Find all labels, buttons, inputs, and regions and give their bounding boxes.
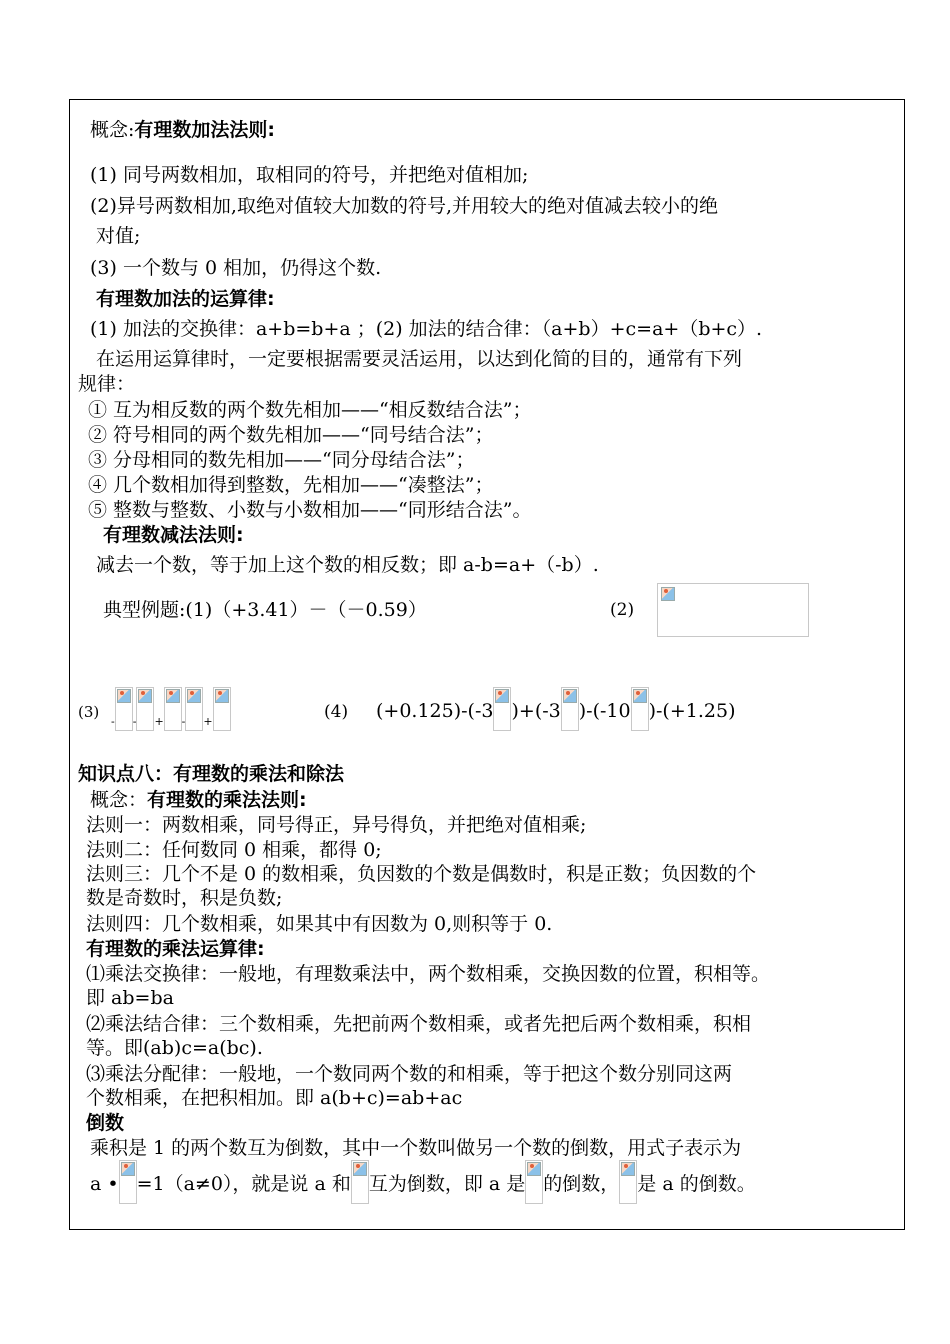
recip-part-5: 是 a 的倒数。: [637, 1173, 756, 1195]
reciprocal-title: 倒数: [86, 1112, 125, 1134]
mul-law-1: ⑴乘法交换律：一般地，有理数乘法中，两个数相乘，交换因数的位置，积相等。: [86, 963, 771, 985]
fraction-image-icon: [213, 687, 231, 731]
mul-rule-3: 法则三：几个不是 0 的数相乘，负因数的个数是偶数时，积是正数；负因数的个: [86, 863, 757, 885]
examples-label: 典型例题:: [103, 599, 186, 621]
op-3: +: [154, 715, 164, 728]
recip-part-2: =1（a≠0），就是说 a 和: [136, 1173, 351, 1195]
example-4-label: (4): [324, 702, 349, 722]
concept-label: 概念:: [90, 119, 135, 141]
example-4-expr: [376, 687, 735, 731]
fraction-image-icon: [493, 687, 511, 731]
tip-item-4: ④ 几个数相加得到整数，先相加——“凑整法”；: [88, 474, 494, 496]
fraction-image-icon: [115, 687, 133, 731]
ex4-part-3: )-(-10: [578, 700, 631, 722]
mul-laws-title: 有理数的乘法运算律:: [86, 938, 265, 960]
recip-part-3: 互为倒数，即 a 是: [368, 1173, 526, 1195]
op-4: -: [181, 715, 186, 728]
mul-rule-4: 法则四：几个数相乘，如果其中有因数为 0,则积等于 0.: [86, 913, 553, 935]
mul-law-2-cont: 等。即(ab)c=a(bc).: [86, 1037, 263, 1059]
concept-heading: [90, 118, 275, 142]
mul-law-3-cont: 个数相乘，在把积相加。即 a(b+c)=ab+ac: [86, 1087, 463, 1109]
fraction-image-icon: [119, 1160, 137, 1204]
mul-rule-3-cont: 数是奇数时，积是负数;: [86, 887, 283, 909]
broken-image-icon: [660, 586, 678, 604]
mul-law-1-cont: 即 ab=ba: [86, 987, 174, 1009]
example-2-image: [657, 583, 809, 637]
section8-title: 知识点八：有理数的乘法和除法: [78, 763, 345, 785]
reciprocal-line-1: 乘积是 1 的两个数互为倒数，其中一个数叫做另一个数的倒数，用式子表示为: [90, 1137, 742, 1159]
reciprocal-line-2: [90, 1160, 756, 1204]
mul-law-3: ⑶乘法分配律：一般地，一个数同两个数的和相乘，等于把这个数分别同这两: [86, 1063, 733, 1085]
ex4-part-2: )+(-3: [511, 700, 561, 722]
fraction-image-icon: [185, 687, 203, 731]
tip-item-5: ⑤ 整数与整数、小数与小数相加——“同形结合法”。: [88, 499, 532, 521]
recip-part-1: a •: [90, 1173, 119, 1195]
op-5: +: [203, 715, 213, 728]
recip-part-4: 的倒数，: [543, 1173, 620, 1195]
tip-line-1: 在运用运算律时，一定要根据需要灵活运用，以达到化简的目的，通常有下列: [96, 348, 743, 370]
add-rule-3: (3) 一个数与 0 相加，仍得这个数.: [90, 257, 382, 279]
mul-concept-title: 有理数的乘法法则:: [147, 789, 307, 811]
op-1: -: [111, 715, 115, 728]
mul-rule-1: 法则一：两数相乘，同号得正，异号得负，并把绝对值相乘;: [86, 814, 587, 836]
add-rule-2-cont: 对值;: [96, 225, 141, 247]
add-rule-1: (1) 同号两数相加，取相同的符号，并把绝对值相加;: [90, 164, 529, 186]
tip-item-3: ③ 分母相同的数先相加——“同分母结合法”；: [88, 449, 475, 471]
fraction-image-icon: [351, 1160, 369, 1204]
add-laws-title: 有理数加法的运算律:: [96, 288, 275, 310]
fraction-image-icon: [619, 1160, 637, 1204]
fraction-image-icon: [136, 687, 154, 731]
example-3-expr: [111, 687, 231, 734]
tip-item-1: ① 互为相反数的两个数先相加——“相反数结合法”；: [88, 399, 532, 421]
mul-law-2: ⑵乘法结合律：三个数相乘，先把前两个数相乘，或者先把后两个数相乘，积相: [86, 1013, 752, 1035]
sub-rule: 减去一个数，等于加上这个数的相反数；即 a-b=a+（-b）.: [96, 554, 599, 576]
concept-title: 有理数加法法则:: [134, 119, 276, 141]
tip-line-2: 规律：: [78, 373, 136, 395]
sub-title: 有理数减法法则:: [103, 524, 244, 546]
add-rule-2: (2)异号两数相加,取绝对值较大加数的符号,并用较大的绝对值减去较小的绝: [90, 195, 718, 217]
mul-concept: [90, 788, 307, 812]
add-laws: (1) 加法的交换律：a+b=b+a ；(2) 加法的结合律：（a+b）+c=a+（b+c）.: [90, 318, 763, 340]
ex4-part-1: (+0.125)-(-3: [376, 700, 494, 722]
fraction-image-icon: [525, 1160, 543, 1204]
example-3-label: (3): [78, 703, 100, 721]
mul-rule-2: 法则二：任何数同 0 相乘，都得 0;: [86, 839, 382, 861]
example-2-label: (2): [610, 600, 635, 620]
fraction-image-icon: [631, 687, 649, 731]
ex4-part-4: )-(+1.25): [648, 700, 736, 722]
op-2: -: [132, 715, 137, 728]
example-1-expr: (1)（+3.41）－（－0.59）: [185, 599, 427, 621]
example-1: [103, 598, 427, 622]
fraction-image-icon: [164, 687, 182, 731]
fraction-image-icon: [561, 687, 579, 731]
mul-concept-label: 概念：: [90, 789, 148, 811]
tip-item-2: ② 符号相同的两个数先相加——“同号结合法”；: [88, 424, 494, 446]
